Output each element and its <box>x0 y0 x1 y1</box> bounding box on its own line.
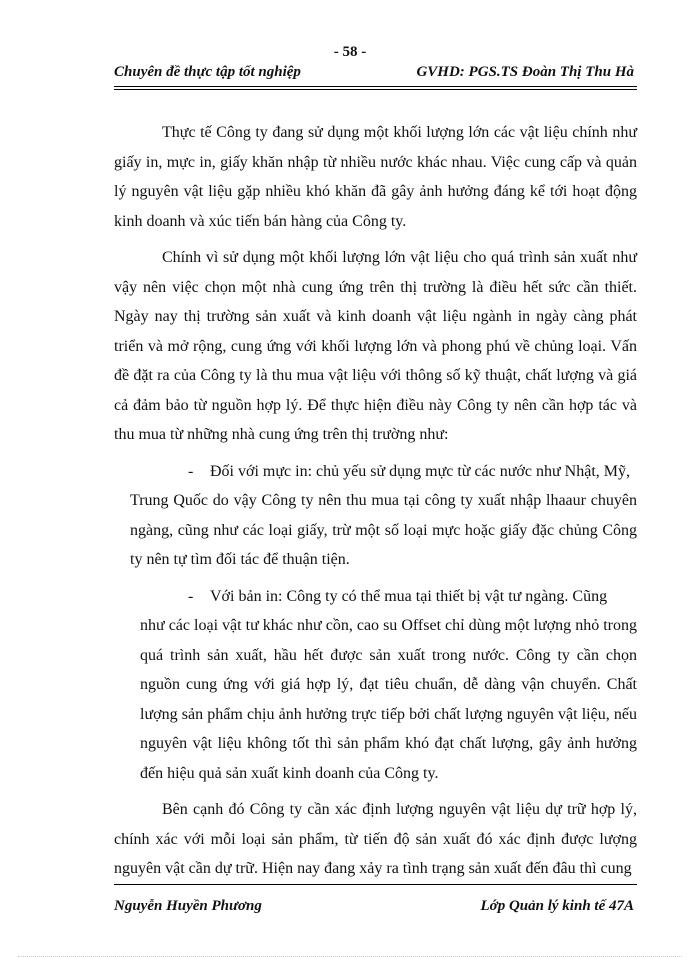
header-divider <box>114 86 637 90</box>
bullet-marker: - <box>188 587 194 605</box>
bullet-item-plates <box>114 582 637 789</box>
body-text <box>114 118 637 891</box>
footer-class: Lớp Quản lý kinh tế 47A <box>480 898 634 914</box>
paragraph-2: Chính vì sử dụng một khối lượng lớn vật liệu cho quá trình sản xuất như vậy nên việc chọn một nhà cung ứng trên thị trường là điều hết sức cần thiết. Ngày nay thị trường sản xuất và kinh doanh vật liệu ngành in ngày càng phát triển và mở rộng, cung ứng với khối lượng lớn và phong phú về chủng loại. Vấn đề đặt ra của Công ty là thu mua vật liệu với thông số kỹ thuật, chất lượng và giá cả đảm bảo từ nguồn hợp lý. Để thực hiện điều này Công ty nên cần hợp tác và thu mua từ những nhà cung ứng trên thị trường như: <box>114 249 637 443</box>
header-document-title: Chuyên đề thực tập tốt nghiệp <box>114 64 301 80</box>
bullet-plates-first-line: Với bản in: Công ty có thể mua tại thiết bị vật tư ngàng. Cũng <box>210 587 608 605</box>
page-bottom-edge <box>18 956 682 957</box>
bullet-plates-continuation: như các loại vật tư khác như cồn, cao su Offset chỉ dùng một lượng nhỏ trong quá trình sản xuất, hầu hết được sản xuất trong nước. Công ty cần chọn nguồn cung ứng với giá hợp lý, đạt tiêu chuẩn, dễ dàng vận chuyển. Chất lượng sản phẩm chịu ảnh hưởng trực tiếp bởi chất lượng nguyên vật liệu, nếu nguyên vật liệu không tốt thì sản phẩm khó đạt chất lượng, gây ảnh hưởng đến hiệu quả sản xuất kinh doanh của Công ty. <box>140 617 637 782</box>
header-supervisor: GVHD: PGS.TS Đoàn Thị Thu Hà <box>416 64 634 80</box>
bullet-ink-first-line: Đối với mực in: chủ yếu sử dụng mực từ các nước như Nhật, Mỹ, <box>210 462 630 480</box>
bullet-marker: - <box>188 462 194 480</box>
bullet-item-ink <box>114 457 637 575</box>
paragraph-1: Thực tế Công ty đang sử dụng một khối lượng lớn các vật liệu chính như giấy in, mực in, giấy khăn nhập từ nhiều nước khác nhau. Việc cung cấp và quản lý nguyên vật liệu gặp nhiều khó khăn đã gây ảnh hưởng đáng kể tới hoạt động kinh doanh và xúc tiến bán hàng của Công ty. <box>114 124 637 230</box>
page-number: - 58 - <box>333 44 367 60</box>
footer-author: Nguyễn Huyền Phương <box>114 898 262 914</box>
bullet-ink-continuation: Trung Quốc do vậy Công ty nên thu mua tại công ty xuất nhập lhaaur chuyên ngàng, cũng như các loại giấy, trừ một số loại mực hoặc giấy đặc chủng Công ty nên tự tìm đối tác để thuận tiện. <box>130 492 637 568</box>
footer-divider <box>114 884 637 885</box>
paragraph-3: Bên cạnh đó Công ty cần xác định lượng nguyên vật liệu dự trữ hợp lý, chính xác với mỗi loại sản phẩm, từ tiến độ sản xuất đó xác định được lượng nguyên vật cần dự trữ. Hiện nay đang xảy ra tình trạng sản xuất đến đâu thì cung <box>114 801 637 877</box>
